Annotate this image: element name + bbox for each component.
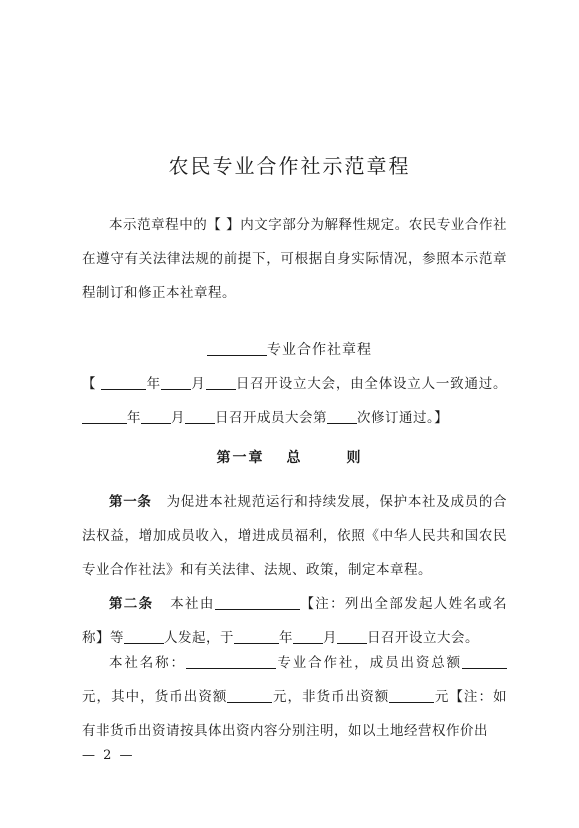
article-1-label: 第一条	[109, 494, 152, 510]
month-label-2: 月	[171, 410, 185, 426]
page-number: — 2 —	[82, 748, 135, 763]
year-blank-2	[82, 409, 127, 424]
cash-blank	[227, 688, 272, 703]
year-blank	[101, 375, 146, 390]
article-2-year-blank	[234, 629, 279, 644]
month-blank-2	[141, 409, 171, 424]
year-label-2: 年	[127, 410, 141, 426]
chapter-title-2: 则	[346, 450, 363, 466]
article-2-text-d: 日召开设立大会。	[367, 630, 479, 646]
article-2-text-b: 【注：列出全部发起人姓名或名称】等	[82, 596, 508, 646]
name-blank	[207, 341, 267, 356]
month-label: 月	[190, 376, 206, 392]
count-blank	[124, 629, 164, 644]
adoption-paragraph	[82, 367, 507, 435]
month-blank	[161, 375, 191, 390]
article-2-text-c: 人发起，于	[164, 630, 234, 646]
article-2	[82, 587, 507, 655]
charter-subtitle	[0, 339, 579, 359]
chapter-label: 第一章	[216, 450, 265, 466]
article-2-month-blank	[293, 629, 323, 644]
founding-text: 日召开设立大会，由全体设立人一致通过。	[235, 376, 508, 392]
founders-blank	[215, 595, 300, 610]
subtitle-text: 专业合作社章程	[267, 342, 372, 358]
day-blank	[206, 375, 236, 390]
note-text: 元【注：如有非货币出资请按具体出资内容分别注明，如以土地经营权作价出	[82, 689, 508, 739]
article-1-text: 为促进本社规范运行和持续发展，保护本社及成员的合法权益，增加成员收入，增进成员福利，依照《中华人民共和国农民专业合作社法》和有关法律、法规、政策，制定本章程。	[82, 494, 508, 578]
article-2-label: 第二条	[109, 596, 154, 612]
meeting-text: 日召开成员大会第	[215, 410, 327, 426]
day-blank-2	[185, 409, 215, 424]
article-2-text-a: 本社由	[170, 596, 215, 612]
chapter-heading	[0, 447, 579, 467]
name-paragraph	[82, 646, 507, 748]
times-blank	[327, 409, 357, 424]
article-1	[82, 485, 507, 587]
chapter-title: 总	[286, 450, 303, 466]
year-label: 年	[146, 376, 161, 392]
noncash-blank	[389, 688, 434, 703]
document-title: 农民专业合作社示范章程	[168, 154, 411, 178]
intro-paragraph: 本示范章程中的【 】内文字部分为解释性规定。农民专业合作社在遵守有关法律法规的前提下，可根据自身实际情况，参照本示范章程制订和修正本社章程。	[82, 217, 507, 301]
total-capital-blank	[462, 654, 507, 669]
article-2-day-blank	[337, 629, 367, 644]
name-label: 本社名称：	[109, 655, 186, 671]
article-2-month: 月	[323, 630, 337, 646]
revision-text: 次修订通过。】	[357, 410, 449, 426]
cash-text: 元，其中，货币出资额	[82, 689, 228, 705]
capital-text: 专业合作社，成员出资总额	[275, 655, 463, 671]
coop-name-blank	[186, 654, 276, 669]
open-bracket: 【	[82, 376, 97, 392]
article-2-year: 年	[279, 630, 293, 646]
noncash-text: 元，非货币出资额	[272, 689, 390, 705]
